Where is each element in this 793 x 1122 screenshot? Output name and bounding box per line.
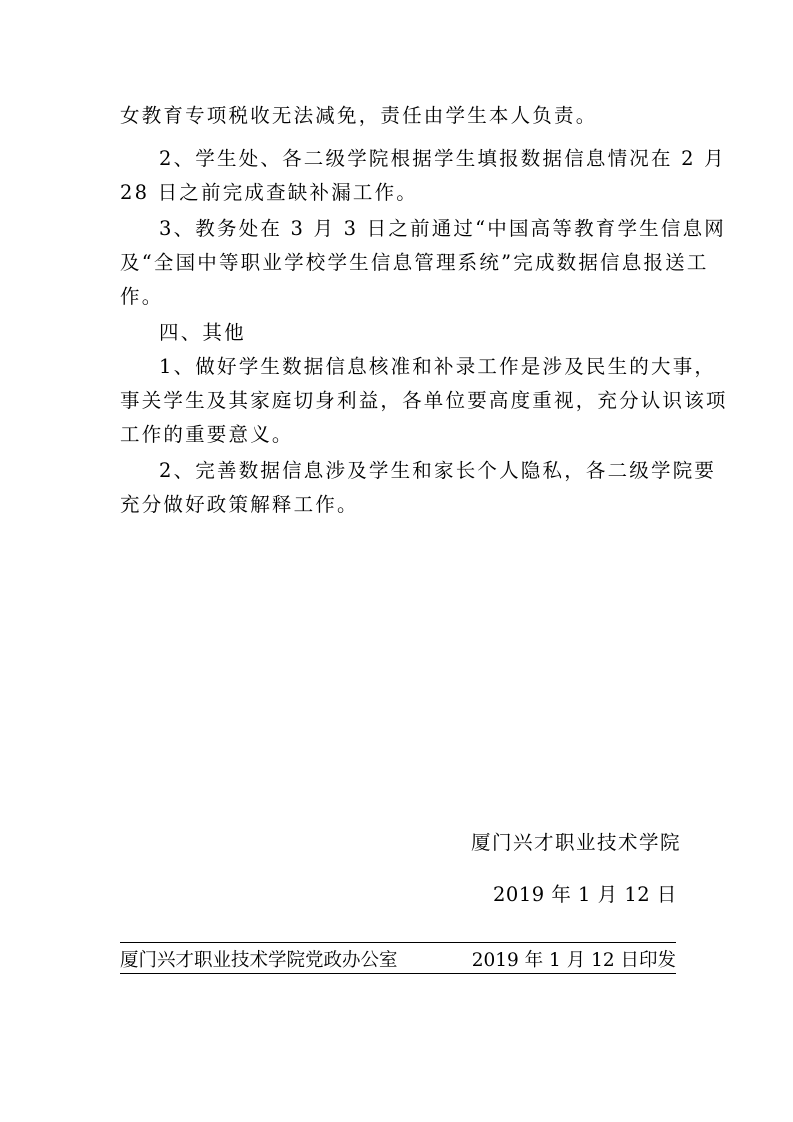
paragraph-other-1-line-1: 1、做好学生数据信息核准和补录工作是涉及民生的大事， bbox=[159, 355, 717, 378]
paragraph-item-3-line-2: 及“全国中等职业学校学生信息管理系统”完成数据信息报送工 bbox=[120, 251, 709, 274]
footer-print-date: 2019 年 1 月 12 日印发 bbox=[471, 950, 676, 971]
signature-date: 2019 年 1 月 12 日 bbox=[493, 883, 677, 906]
paragraph-other-1-line-3: 工作的重要意义。 bbox=[120, 423, 294, 446]
document-body bbox=[120, 99, 728, 522]
paragraph-item-2-line-2: 28 日之前完成查缺补漏工作。 bbox=[120, 181, 419, 204]
paragraph-item-2-line-1: 2、学生处、各二级学院根据学生填报数据信息情况在 2 月 bbox=[159, 147, 726, 170]
section-heading-other: 四、其他 bbox=[159, 321, 246, 344]
footer-top-rule bbox=[120, 942, 676, 943]
paragraph-other-2-line-2: 充分做好政策解释工作。 bbox=[120, 493, 359, 516]
footer-issuer: 厦门兴才职业技术学院党政办公室 bbox=[120, 950, 398, 971]
footer-print-info bbox=[120, 949, 676, 974]
paragraph-other-2-line-1: 2、完善数据信息涉及学生和家长个人隐私，各二级学院要 bbox=[159, 459, 717, 482]
signature-organization: 厦门兴才职业技术学院 bbox=[471, 831, 682, 854]
paragraph-other-1-line-2: 事关学生及其家庭切身利益，各单位要高度重视，充分认识该项 bbox=[120, 389, 728, 412]
paragraph-item-3-line-3: 作。 bbox=[120, 285, 164, 308]
paragraph-continuation-line: 女教育专项税收无法减免，责任由学生本人负责。 bbox=[120, 104, 598, 127]
paragraph-item-3-line-1: 3、教务处在 3 月 3 日之前通过“中国高等教育学生信息网 bbox=[159, 217, 726, 240]
